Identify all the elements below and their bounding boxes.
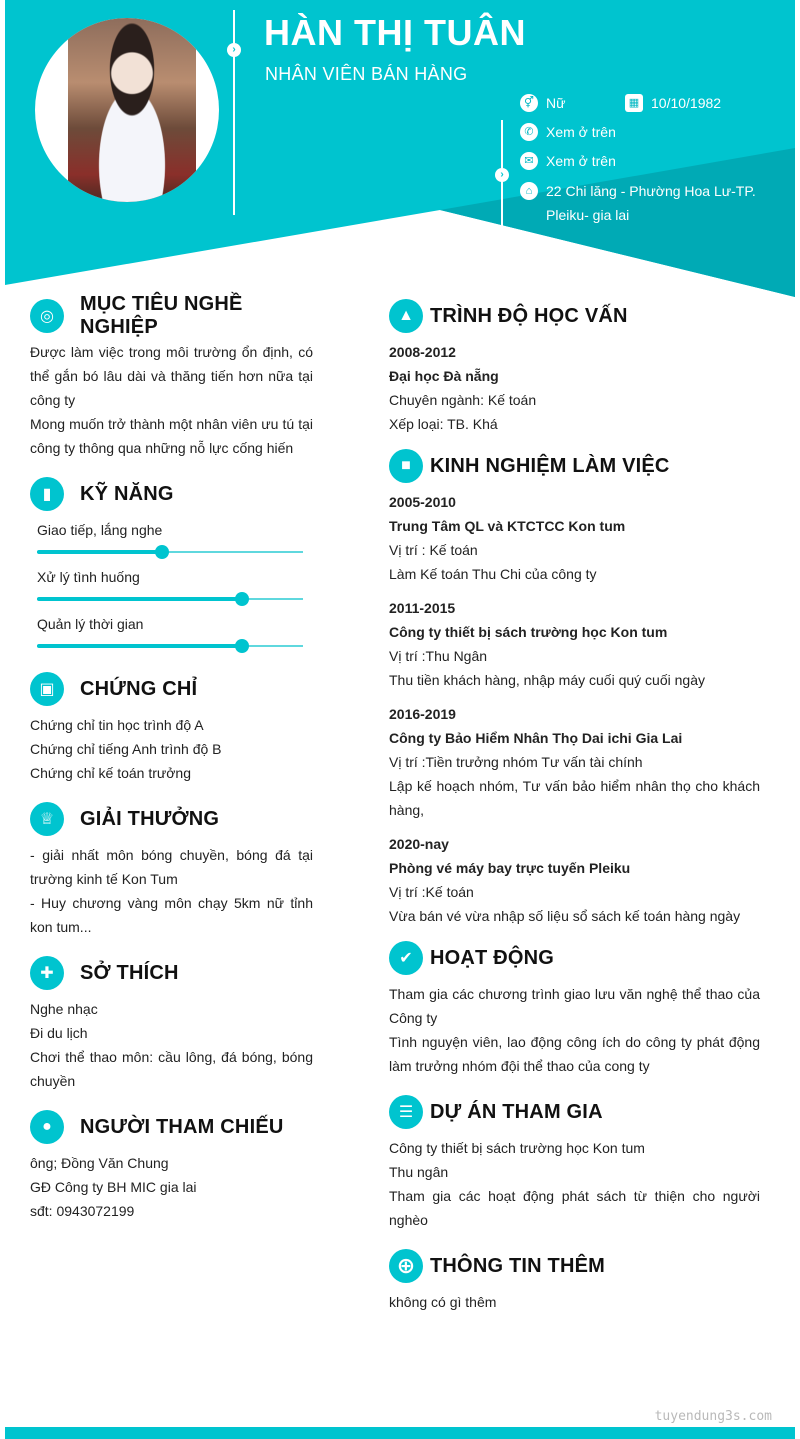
section-title: NGƯỜI THAM CHIẾU [80,1115,284,1138]
skills-section [30,474,313,659]
job-role: Vị trí :Kế toán [389,884,474,900]
job-period: 2020-nay [389,836,449,852]
certificate-item: Chứng chỉ tiếng Anh trình độ B [30,741,222,757]
avatar [35,18,219,202]
job-role: Vị trí :Tiền trưởng nhóm Tư vấn tài chính [389,754,643,770]
section-title: MỤC TIÊU NGHỀ NGHIỆP [80,293,243,338]
job-entry [389,490,760,586]
section-title: SỞ THÍCH [80,961,179,984]
job-period: 2016-2019 [389,706,456,722]
section-title: KỸ NĂNG [80,482,174,505]
phone-value: Xem ở trên [546,124,616,140]
skill-item [30,565,313,612]
experience-section [389,446,760,928]
project-line: Công ty thiết bị sách trường học Kon tum [389,1140,645,1156]
job-company: Phòng vé máy bay trực tuyến Pleiku [389,860,631,876]
right-column [389,296,760,1328]
watermark: tuyendung3s.com [654,1409,772,1424]
project-line: Thu ngân [389,1164,449,1180]
skill-knob [155,545,169,559]
calendar-icon: ▦ [625,94,643,112]
hobby-item: Nghe nhạc [30,1001,98,1017]
gender-icon: ⚥ [520,94,538,112]
skill-bar [37,645,303,647]
gamepad-icon: ✚ [30,956,64,990]
education-period: 2008-2012 [389,344,456,360]
award-item: - giải nhất môn bóng chuyền, bóng đá tại trường kinh tế Kon Tum [30,847,313,887]
job-description: Lập kế hoạch nhóm, Tư vấn bảo hiểm nhân thọ cho khách hàng, [389,778,760,818]
phone-icon: ✆ [520,123,538,141]
candidate-name: HÀN THỊ TUÂN [264,12,526,53]
projects-section [389,1092,760,1232]
divider [233,10,235,215]
awards-section [30,799,313,939]
trophy-icon: ♕ [30,802,64,836]
job-description: Thu tiền khách hàng, nhập máy cuối quý cuối ngày [389,672,705,688]
reference-item: sđt: 0943072199 [30,1203,135,1219]
address-value: 22 Chi lăng - Phường Hoa Lư-TP. Pleiku- gia lai [546,183,756,223]
header [5,0,795,300]
skill-label: Quản lý thời gian [37,616,144,632]
gender-value: Nữ [546,95,566,111]
gender-info [520,91,565,115]
references-section [30,1107,313,1223]
birthday-value: 10/10/1982 [651,95,722,111]
job-description: Làm Kế toán Thu Chi của công ty [389,566,597,582]
job-description: Vừa bán vé vừa nhập số liệu sổ sách kế toán hàng ngày [389,908,741,924]
birthday-info [625,91,721,115]
job-entry [389,832,760,928]
section-title: THÔNG TIN THÊM [430,1254,606,1277]
job-company: Công ty thiết bị sách trường học Kon tum [389,624,668,640]
briefcase-icon: ■ [389,449,423,483]
activity-line: Tình nguyện viên, lao động công ích do công ty phát động làm trưởng nhóm đội thể thao của cong ty [389,1034,760,1074]
job-role: Vị trí :Thu Ngân [389,648,488,664]
profile-photo [68,18,196,202]
target-icon: ◎ [30,299,64,333]
certificates-section [30,669,313,785]
graduation-cap-icon: ▲ [389,299,423,333]
certificate-item: Chứng chỉ tin học trình độ A [30,717,204,733]
skill-label: Giao tiếp, lắng nghe [37,522,163,538]
bar-chart-icon: ▮ [30,477,64,511]
project-line: Tham gia các hoạt động phát sách từ thiện cho người nghèo [389,1188,760,1228]
section-title: CHỨNG CHỈ [80,677,198,700]
hobby-item: Chơi thể thao môn: cầu lông, đá bóng, bóng chuyền [30,1049,313,1089]
objective-section [30,293,313,460]
hobbies-section [30,953,313,1093]
activities-section [389,938,760,1078]
job-company: Công ty Bảo Hiểm Nhân Thọ Dai ichi Gia Lai [389,730,683,746]
skill-item [30,612,313,659]
section-title: TRÌNH ĐỘ HỌC VẤN [430,304,628,327]
phone-info [520,120,616,144]
section-title: GIẢI THƯỞNG [80,807,220,830]
section-title: KINH NGHIỆM LÀM VIỆC [430,454,670,477]
left-column [30,293,313,1237]
address-info [520,179,760,227]
plus-icon: ⊕ [389,1249,423,1283]
section-title: DỰ ÁN THAM GIA [430,1100,603,1123]
education-major: Chuyên ngành: Kế toán [389,392,537,408]
skill-bar [37,598,303,600]
footer-bar [5,1427,795,1439]
reference-item: ông; Đồng Văn Chung [30,1155,169,1171]
skill-item [30,518,313,565]
thumbs-up-icon: ✔ [389,941,423,975]
checklist-icon: ☰ [389,1095,423,1129]
job-entry [389,596,760,692]
education-grade: Xếp loại: TB. Khá [389,416,498,432]
hobby-item: Đi du lịch [30,1025,88,1041]
certificate-item: Chứng chỉ kế toán trưởng [30,765,192,781]
skill-knob [235,639,249,653]
job-position: NHÂN VIÊN BÁN HÀNG [265,64,468,84]
job-entry [389,702,760,822]
section-title: HOẠT ĐỘNG [430,946,555,969]
chevron-right-icon: › [495,168,509,182]
objective-line: Mong muốn trở thành một nhân viên ưu tú tại công ty thông qua những nỗ lực cống hiến [30,416,313,456]
more-info-text: không có gì thêm [389,1294,497,1310]
home-icon: ⌂ [520,182,538,200]
email-info [520,149,616,173]
job-period: 2005-2010 [389,494,456,510]
chevron-right-icon: › [227,43,241,57]
user-icon: ● [30,1110,64,1144]
job-company: Trung Tâm QL và KTCTCC Kon tum [389,518,626,534]
more-info-section [389,1246,760,1314]
activity-line: Tham gia các chương trình giao lưu văn nghệ thể thao của Công ty [389,986,760,1026]
job-role: Vị trí : Kế toán [389,542,478,558]
objective-line: Được làm việc trong môi trường ổn định, có thể gắn bó lâu dài và thăng tiến hơn nữa tại công ty [30,344,313,408]
education-school: Đại học Đà nẵng [389,368,499,384]
job-period: 2011-2015 [389,600,456,616]
certificate-icon: ▣ [30,672,64,706]
award-item: - Huy chương vàng môn chạy 5km nữ tỉnh kon tum... [30,895,313,935]
skill-knob [235,592,249,606]
education-section [389,296,760,436]
reference-item: GĐ Công ty BH MIC gia lai [30,1179,197,1195]
skill-label: Xử lý tình huống [37,569,140,585]
skill-bar [37,551,303,553]
email-value: Xem ở trên [546,153,616,169]
email-icon: ✉ [520,152,538,170]
